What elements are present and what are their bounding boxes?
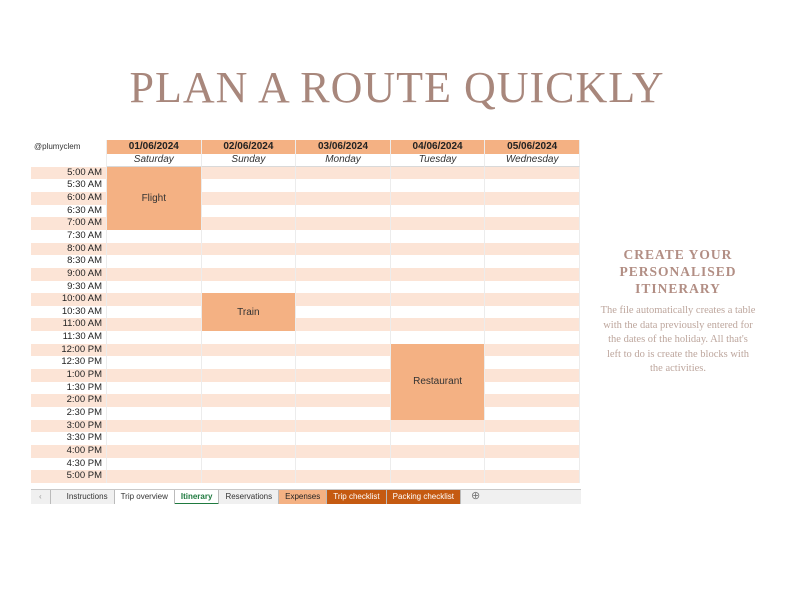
schedule-cell[interactable] [391,230,486,243]
schedule-cell[interactable] [107,281,202,294]
schedule-cell[interactable] [391,306,486,319]
time-label[interactable]: 4:30 PM [31,458,107,471]
time-row [31,293,580,306]
schedule-cell[interactable] [485,356,580,369]
schedule-cell[interactable] [296,432,391,445]
tab-trip-overview[interactable]: Trip overview [115,490,175,504]
schedule-cell[interactable] [485,179,580,192]
schedule-cell[interactable] [107,318,202,331]
schedule-cell[interactable] [485,394,580,407]
schedule-cell[interactable] [202,445,297,458]
schedule-cell[interactable] [391,243,486,256]
schedule-cell[interactable] [391,445,486,458]
schedule-cell[interactable] [485,205,580,218]
schedule-cell[interactable] [485,470,580,483]
schedule-cell[interactable] [485,382,580,395]
tab-instructions[interactable]: Instructions [61,490,115,504]
time-label[interactable]: 5:00 AM [31,167,107,180]
time-row [31,382,580,395]
time-row [31,306,580,319]
schedule-cell[interactable] [296,458,391,471]
schedule-cell[interactable] [202,167,297,180]
schedule-cell[interactable] [107,369,202,382]
date-header-cell[interactable]: 04/06/2024 [391,140,486,154]
schedule-cell[interactable] [391,318,486,331]
schedule-cell[interactable] [391,179,486,192]
schedule-cell[interactable] [391,470,486,483]
time-label[interactable]: 2:30 PM [31,407,107,420]
tab-spacer [51,490,61,504]
schedule-cell[interactable] [202,394,297,407]
schedule-cell[interactable] [485,369,580,382]
schedule-cell[interactable] [296,243,391,256]
time-row [31,331,580,344]
itinerary-grid [31,140,580,489]
time-label[interactable]: 9:00 AM [31,268,107,281]
time-label[interactable]: 3:00 PM [31,420,107,433]
schedule-cell[interactable] [107,243,202,256]
schedule-cell[interactable] [202,470,297,483]
time-row [31,230,580,243]
schedule-cell[interactable] [485,407,580,420]
schedule-cell[interactable] [202,243,297,256]
schedule-cell[interactable] [107,382,202,395]
feature-description [600,246,756,377]
schedule-cell[interactable] [485,458,580,471]
schedule-cell[interactable] [296,205,391,218]
schedule-cell[interactable] [202,230,297,243]
schedule-cell[interactable] [107,432,202,445]
schedule-cell[interactable] [202,344,297,357]
schedule-cell[interactable] [485,268,580,281]
time-row [31,432,580,445]
schedule-cell[interactable] [485,192,580,205]
tab-scroll-left-icon[interactable]: ‹ [31,490,51,504]
time-label[interactable]: 6:00 AM [31,192,107,205]
add-sheet-icon[interactable]: ⊕ [471,490,481,502]
sheet-tab-bar [31,489,581,504]
schedule-cell[interactable] [296,331,391,344]
time-label[interactable]: 11:00 AM [31,318,107,331]
schedule-cell[interactable] [296,281,391,294]
schedule-cell[interactable] [202,432,297,445]
time-label[interactable]: 4:00 PM [31,445,107,458]
schedule-cell[interactable] [485,243,580,256]
feature-body: The file automatically creates a table with the data previously entered for the dates of the holiday. All that's left to do is create the blocks with the activities. [600,305,756,374]
schedule-cell[interactable] [485,281,580,294]
schedule-cell[interactable] [202,192,297,205]
weekday-cell[interactable]: Sunday [202,154,297,167]
schedule-cell[interactable] [202,179,297,192]
schedule-cell[interactable] [485,255,580,268]
schedule-cell[interactable] [107,268,202,281]
schedule-cell[interactable] [296,394,391,407]
schedule-cell[interactable] [296,268,391,281]
schedule-cell[interactable] [391,205,486,218]
schedule-cell[interactable] [107,331,202,344]
time-row [31,445,580,458]
time-label[interactable]: 3:30 PM [31,432,107,445]
schedule-cell[interactable] [107,445,202,458]
time-row [31,458,580,471]
time-label[interactable]: 5:30 AM [31,179,107,192]
schedule-cell[interactable] [485,344,580,357]
schedule-cell[interactable] [391,217,486,230]
time-row [31,356,580,369]
schedule-cell[interactable] [296,344,391,357]
activity-block[interactable]: Flight [107,167,201,230]
schedule-cell[interactable] [296,179,391,192]
activity-block[interactable]: Train [202,293,296,331]
schedule-cell[interactable] [391,167,486,180]
spreadsheet-preview [31,140,581,504]
schedule-cell[interactable] [107,255,202,268]
schedule-cell[interactable] [485,167,580,180]
schedule-cell[interactable] [107,394,202,407]
time-row [31,268,580,281]
schedule-cell[interactable] [391,281,486,294]
time-row [31,281,580,294]
schedule-cell[interactable] [202,281,297,294]
time-label[interactable]: 5:00 PM [31,470,107,483]
schedule-cell[interactable] [296,382,391,395]
time-row [31,470,580,483]
schedule-cell[interactable] [107,420,202,433]
tab-packing-checklist[interactable]: Packing checklist [387,490,461,504]
weekday-cell[interactable]: Monday [296,154,391,167]
time-row [31,255,580,268]
time-row [31,407,580,420]
time-label[interactable]: 7:30 AM [31,230,107,243]
schedule-cell[interactable] [202,382,297,395]
schedule-cell[interactable] [296,230,391,243]
feature-title-line: ITINERARY [635,281,721,296]
schedule-cell[interactable] [391,293,486,306]
time-label[interactable]: 8:30 AM [31,255,107,268]
schedule-cell[interactable] [485,293,580,306]
schedule-cell[interactable] [107,344,202,357]
schedule-cell[interactable] [107,407,202,420]
time-row [31,394,580,407]
schedule-cell[interactable] [296,407,391,420]
time-label[interactable]: 12:30 PM [31,356,107,369]
date-header-cell[interactable]: 01/06/2024 [107,140,202,154]
schedule-cell[interactable] [107,458,202,471]
tab-trip-checklist[interactable]: Trip checklist [327,490,386,504]
schedule-cell[interactable] [202,217,297,230]
schedule-cell[interactable] [296,356,391,369]
time-row [31,420,580,433]
schedule-cell[interactable] [107,470,202,483]
schedule-cell[interactable] [485,445,580,458]
corner-label[interactable]: @plumyclem [31,140,107,154]
tab-reservations[interactable]: Reservations [219,490,279,504]
activity-block[interactable]: Restaurant [391,344,485,420]
schedule-cell[interactable] [107,356,202,369]
time-row [31,369,580,382]
feature-title-line: PERSONALISED [619,264,737,279]
schedule-cell[interactable] [296,369,391,382]
schedule-cell[interactable] [202,205,297,218]
schedule-cell[interactable] [107,306,202,319]
time-label[interactable]: 6:30 AM [31,205,107,218]
schedule-cell[interactable] [296,192,391,205]
schedule-cell[interactable] [391,268,486,281]
schedule-cell[interactable] [296,470,391,483]
schedule-cell[interactable] [296,306,391,319]
time-label[interactable]: 2:00 PM [31,394,107,407]
feature-title [600,246,756,297]
date-header-cell[interactable]: 02/06/2024 [202,140,297,154]
time-row [31,318,580,331]
weekday-header-row [31,154,580,167]
schedule-cell[interactable] [485,432,580,445]
schedule-cell[interactable] [391,420,486,433]
schedule-cell[interactable] [202,420,297,433]
schedule-cell[interactable] [485,306,580,319]
time-label[interactable]: 10:00 AM [31,293,107,306]
date-header-cell[interactable]: 03/06/2024 [296,140,391,154]
schedule-cell[interactable] [391,331,486,344]
schedule-cell[interactable] [202,331,297,344]
schedule-cell[interactable] [202,407,297,420]
schedule-cell[interactable] [202,356,297,369]
schedule-cell[interactable] [485,318,580,331]
weekday-cell[interactable]: Tuesday [391,154,486,167]
time-label[interactable]: 8:00 AM [31,243,107,256]
schedule-cell[interactable] [391,192,486,205]
time-label[interactable]: 10:30 AM [31,306,107,319]
page-headline: PLAN A ROUTE QUICKLY [129,63,665,112]
schedule-cell[interactable] [485,331,580,344]
corner-blank[interactable] [31,154,107,167]
schedule-cell[interactable] [391,432,486,445]
schedule-cell[interactable] [296,445,391,458]
schedule-cell[interactable] [485,420,580,433]
tab-expenses[interactable]: Expenses [279,490,327,504]
time-label[interactable]: 11:30 AM [31,331,107,344]
time-label[interactable]: 12:00 PM [31,344,107,357]
schedule-cell[interactable] [296,255,391,268]
schedule-cell[interactable] [107,230,202,243]
weekday-cell[interactable]: Saturday [107,154,202,167]
schedule-cell[interactable] [296,167,391,180]
time-label[interactable]: 1:00 PM [31,369,107,382]
schedule-cell[interactable] [485,217,580,230]
time-label[interactable]: 1:30 PM [31,382,107,395]
date-header-row [31,140,580,154]
schedule-cell[interactable] [296,420,391,433]
schedule-cell[interactable] [202,255,297,268]
schedule-cell[interactable] [391,255,486,268]
schedule-cell[interactable] [296,318,391,331]
feature-title-line: CREATE YOUR [623,247,733,262]
schedule-cell[interactable] [202,369,297,382]
schedule-cell[interactable] [296,217,391,230]
schedule-cell[interactable] [296,293,391,306]
date-header-cell[interactable]: 05/06/2024 [485,140,580,154]
schedule-cell[interactable] [391,458,486,471]
schedule-cell[interactable] [202,458,297,471]
time-label[interactable]: 7:00 AM [31,217,107,230]
tab-itinerary[interactable]: Itinerary [175,490,220,504]
schedule-cell[interactable] [107,293,202,306]
schedule-cell[interactable] [485,230,580,243]
schedule-cell[interactable] [202,268,297,281]
time-row [31,243,580,256]
weekday-cell[interactable]: Wednesday [485,154,580,167]
time-label[interactable]: 9:30 AM [31,281,107,294]
time-row [31,344,580,357]
